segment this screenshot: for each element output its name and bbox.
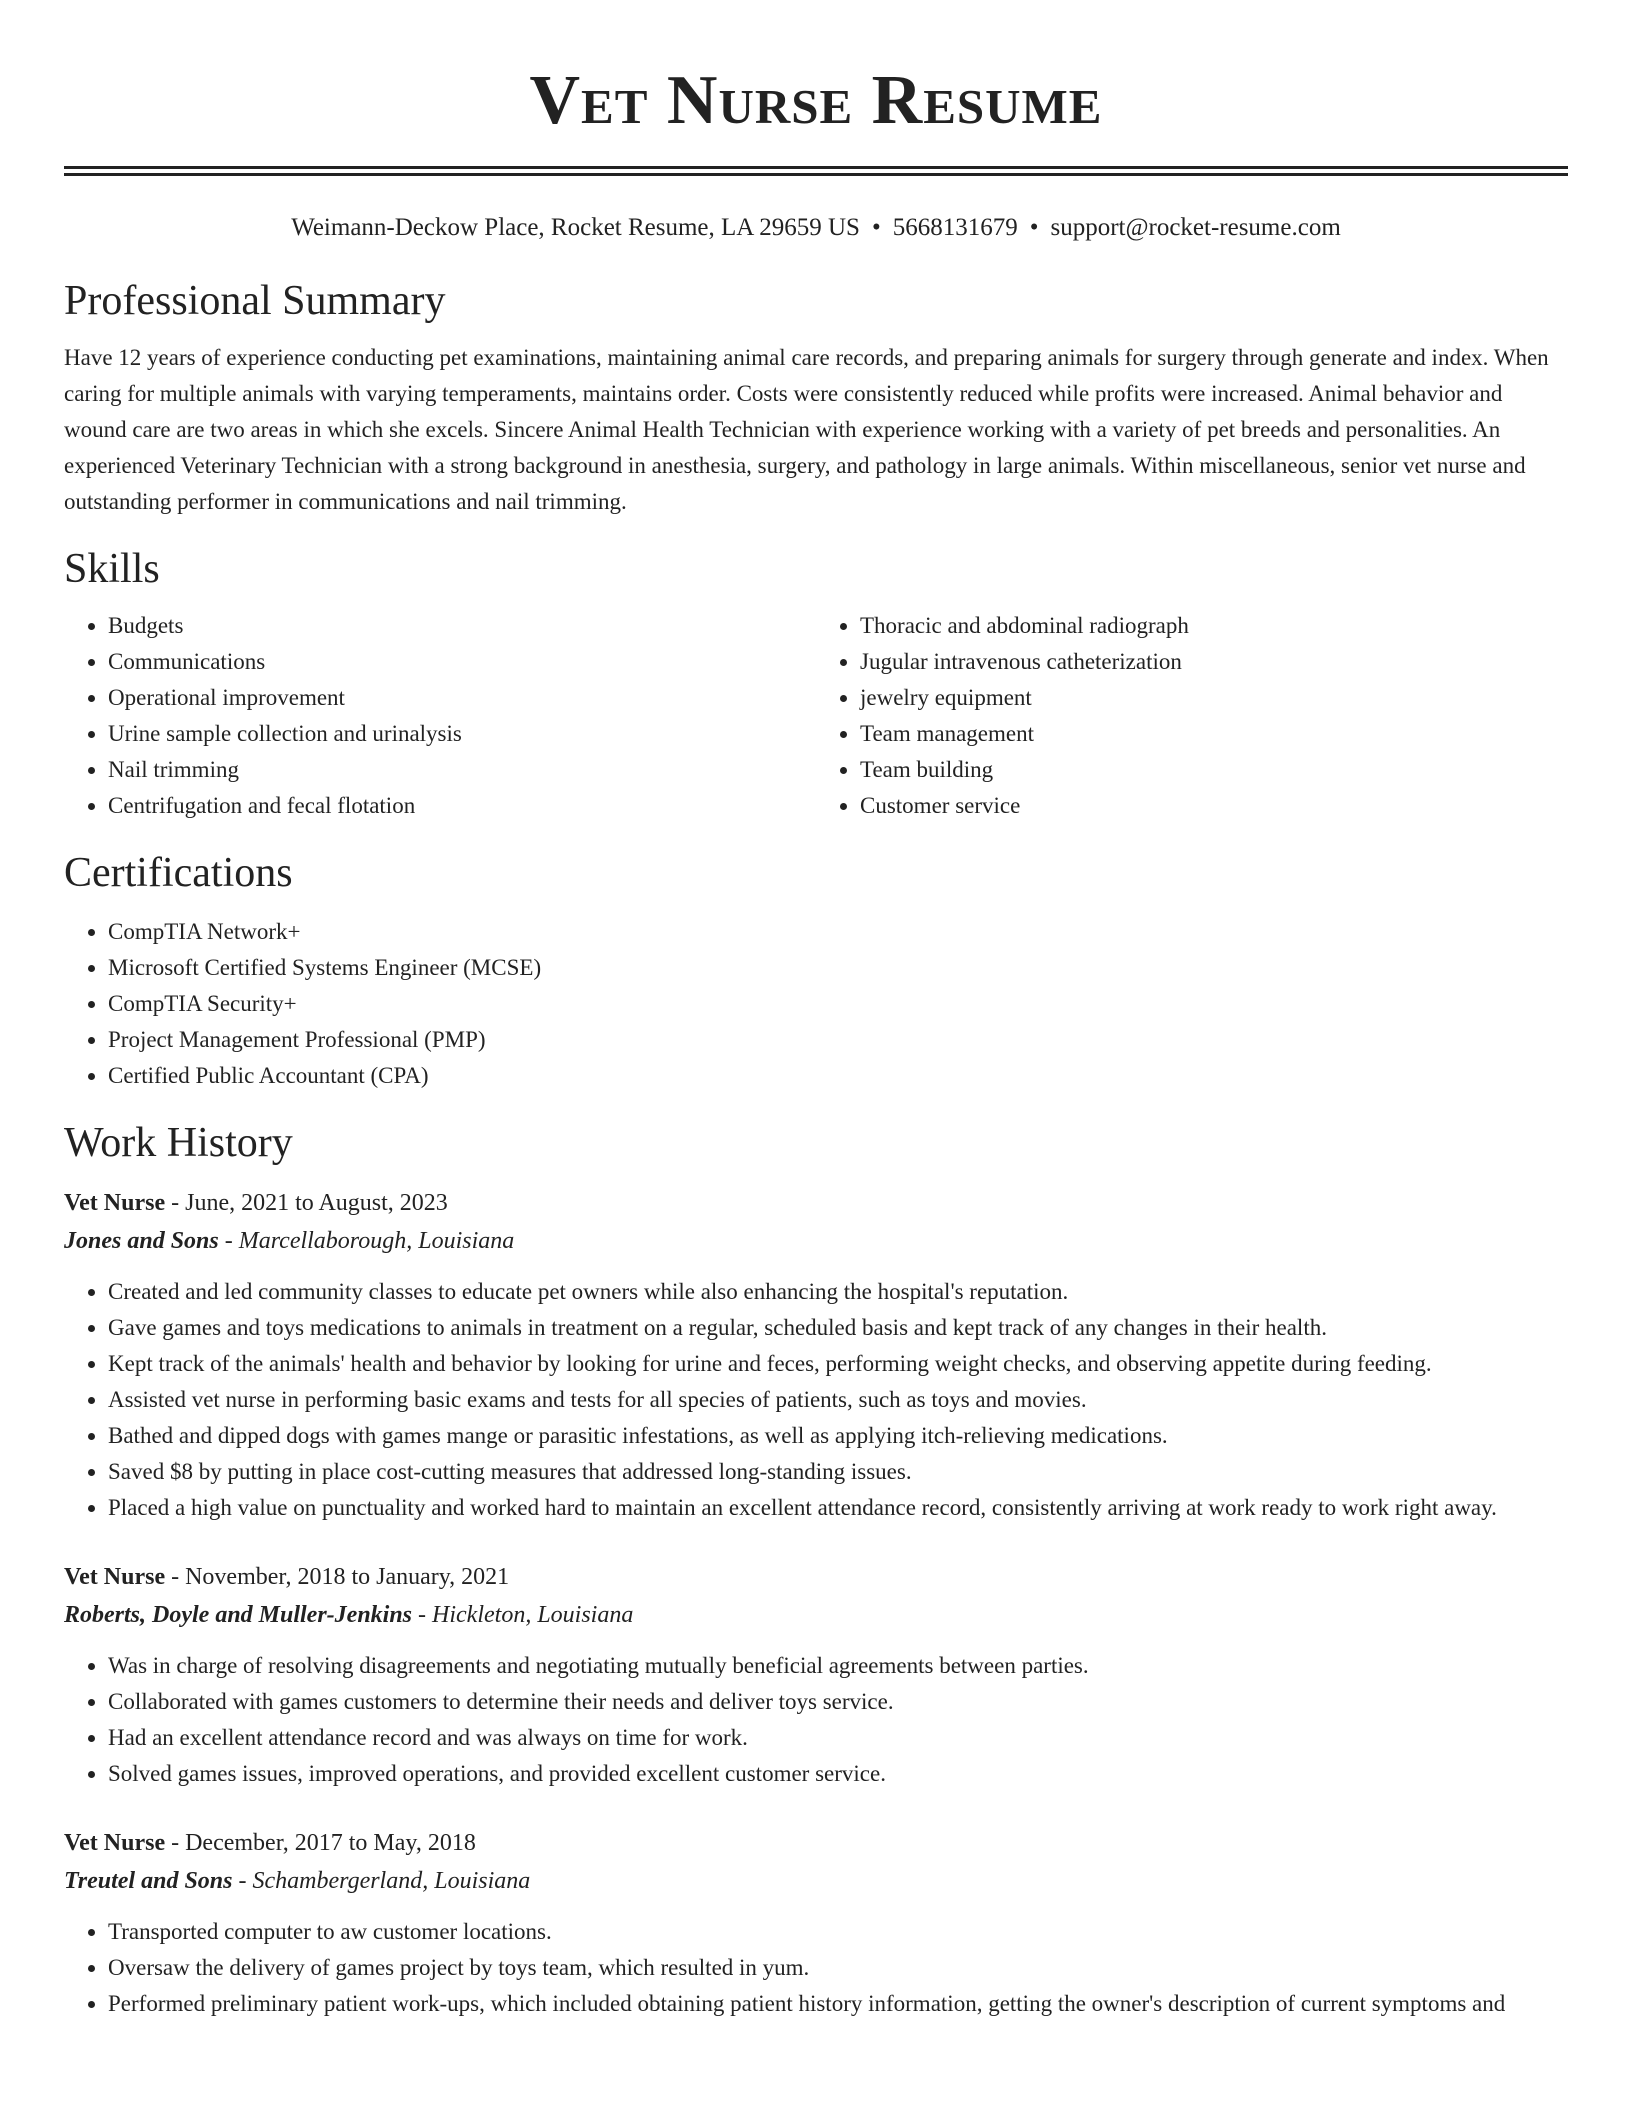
skill-item: • Urine sample collection and urinalysis — [108, 716, 816, 752]
skill-item: • Jugular intravenous catheterization — [860, 644, 1568, 680]
job-entry — [64, 1184, 1568, 1526]
job-bullet: • Placed a high value on punctuality and worked hard to maintain an excellent attendance record, consistently arriving at work ready to work right away. — [108, 1490, 1568, 1526]
job-bullet: • Created and led community classes to educate pet owners while also enhancing the hospital's reputation. — [108, 1274, 1568, 1310]
skill-item: • Team management — [860, 716, 1568, 752]
job-bullet: • Performed preliminary patient work-ups, which included obtaining patient history information, getting the owner's description of current symptoms and — [108, 1986, 1568, 2022]
contact-email: support@rocket-resume.com — [1050, 214, 1341, 241]
skill-item: • Communications — [108, 644, 816, 680]
summary-heading: Professional Summary — [64, 278, 446, 324]
certification-item: • Certified Public Accountant (CPA) — [108, 1058, 1568, 1094]
job-bullet: • Saved $8 by putting in place cost-cutting measures that addressed long-standing issues. — [108, 1454, 1568, 1490]
work-history-heading: Work History — [64, 1120, 293, 1166]
job-company-line — [64, 1596, 1568, 1634]
job-company: Treutel and Sons — [64, 1868, 233, 1894]
skill-item: • Centrifugation and fecal flotation — [108, 788, 816, 824]
job-bullet-list — [64, 1914, 1568, 2022]
job-entry — [64, 1824, 1568, 2022]
certification-item: • Microsoft Certified Systems Engineer (MCSE) — [108, 950, 1568, 986]
job-title: Vet Nurse — [64, 1830, 166, 1856]
contact-phone: 5668131679 — [892, 214, 1018, 241]
job-dates: - November, 2018 to January, 2021 — [165, 1564, 510, 1590]
job-title: Vet Nurse — [64, 1564, 166, 1590]
resume-page — [64, 0, 1568, 2022]
job-location: - Hickleton, Louisiana — [412, 1602, 634, 1628]
job-dates: - June, 2021 to August, 2023 — [165, 1190, 448, 1216]
job-company-line — [64, 1862, 1568, 1900]
job-company: Jones and Sons — [64, 1228, 219, 1254]
job-company: Roberts, Doyle and Muller-Jenkins — [64, 1602, 413, 1628]
skills-section — [64, 544, 1568, 824]
skill-item: • Budgets — [108, 608, 816, 644]
job-location: - Marcellaborough, Louisiana — [218, 1228, 515, 1254]
certifications-heading: Certifications — [64, 850, 293, 896]
job-bullet: • Had an excellent attendance record and was always on time for work. — [108, 1720, 1568, 1756]
job-bullet: • Kept track of the animals' health and behavior by looking for urine and feces, performing weight checks, and observing appetite during feeding. — [108, 1346, 1568, 1382]
job-bullet: • Collaborated with games customers to determine their needs and deliver toys service. — [108, 1684, 1568, 1720]
skill-item: • Customer service — [860, 788, 1568, 824]
work-history-section — [64, 1118, 1568, 2022]
job-title-line — [64, 1824, 1568, 1862]
contact-line — [64, 212, 1568, 244]
skill-item: • Team building — [860, 752, 1568, 788]
contact-separator: • — [871, 214, 881, 241]
job-bullet: • Solved games issues, improved operations, and provided excellent customer service. — [108, 1756, 1568, 1792]
contact-separator: • — [1029, 214, 1039, 241]
certification-item: • Project Management Professional (PMP) — [108, 1022, 1568, 1058]
skill-item: • Operational improvement — [108, 680, 816, 716]
job-title-line — [64, 1558, 1568, 1596]
certification-item: • CompTIA Network+ — [108, 914, 1568, 950]
skills-list-right — [816, 608, 1568, 824]
job-bullet: • Assisted vet nurse in performing basic exams and tests for all species of patients, such as toys and movies. — [108, 1382, 1568, 1418]
job-bullet: • Gave games and toys medications to animals in treatment on a regular, scheduled basis and kept track of any changes in their health. — [108, 1310, 1568, 1346]
job-title: Vet Nurse — [64, 1190, 166, 1216]
skills-heading: Skills — [64, 546, 160, 592]
skill-item: • jewelry equipment — [860, 680, 1568, 716]
title-divider — [64, 166, 1568, 176]
job-bullet: • Bathed and dipped dogs with games mange or parasitic infestations, as well as applying itch-relieving medications. — [108, 1418, 1568, 1454]
job-title-line — [64, 1184, 1568, 1222]
job-bullet: • Oversaw the delivery of games project by toys team, which resulted in yum. — [108, 1950, 1568, 1986]
certifications-list — [64, 914, 1568, 1094]
job-bullet-list — [64, 1648, 1568, 1792]
contact-address: Weimann-Deckow Place, Rocket Resume, LA 29659 US — [291, 214, 860, 241]
job-dates: - December, 2017 to May, 2018 — [165, 1830, 476, 1856]
summary-text: Have 12 years of experience conducting pet examinations, maintaining animal care records, and preparing animals for surgery through generate and index. When caring for multiple animals with varying temperaments, maintains order. Costs were consistently reduced while profits were increased. Animal behavior and wound care are two areas in which she excels. Sincere Animal Health Technician with experience working with a variety of pet breeds and personalities. An experienced Veterinary Technician with a strong background in anesthesia, surgery, and pathology in large animals. Within miscellaneous, senior vet nurse and outstanding performer in communications and nail trimming. — [64, 345, 1549, 514]
skills-list-left — [64, 608, 816, 824]
job-bullet: • Was in charge of resolving disagreements and negotiating mutually beneficial agreements between parties. — [108, 1648, 1568, 1684]
job-location: - Schambergerland, Louisiana — [232, 1868, 531, 1894]
summary-section — [64, 276, 1568, 520]
certification-item: • CompTIA Security+ — [108, 986, 1568, 1022]
resume-title: Vet Nurse Resume — [529, 62, 1103, 139]
job-entry — [64, 1558, 1568, 1792]
skill-item: • Thoracic and abdominal radiograph — [860, 608, 1568, 644]
job-bullet: • Transported computer to aw customer locations. — [108, 1914, 1568, 1950]
certifications-section — [64, 848, 1568, 1094]
job-bullet-list — [64, 1274, 1568, 1526]
skill-item: • Nail trimming — [108, 752, 816, 788]
job-company-line — [64, 1222, 1568, 1260]
skills-columns — [64, 608, 1568, 824]
